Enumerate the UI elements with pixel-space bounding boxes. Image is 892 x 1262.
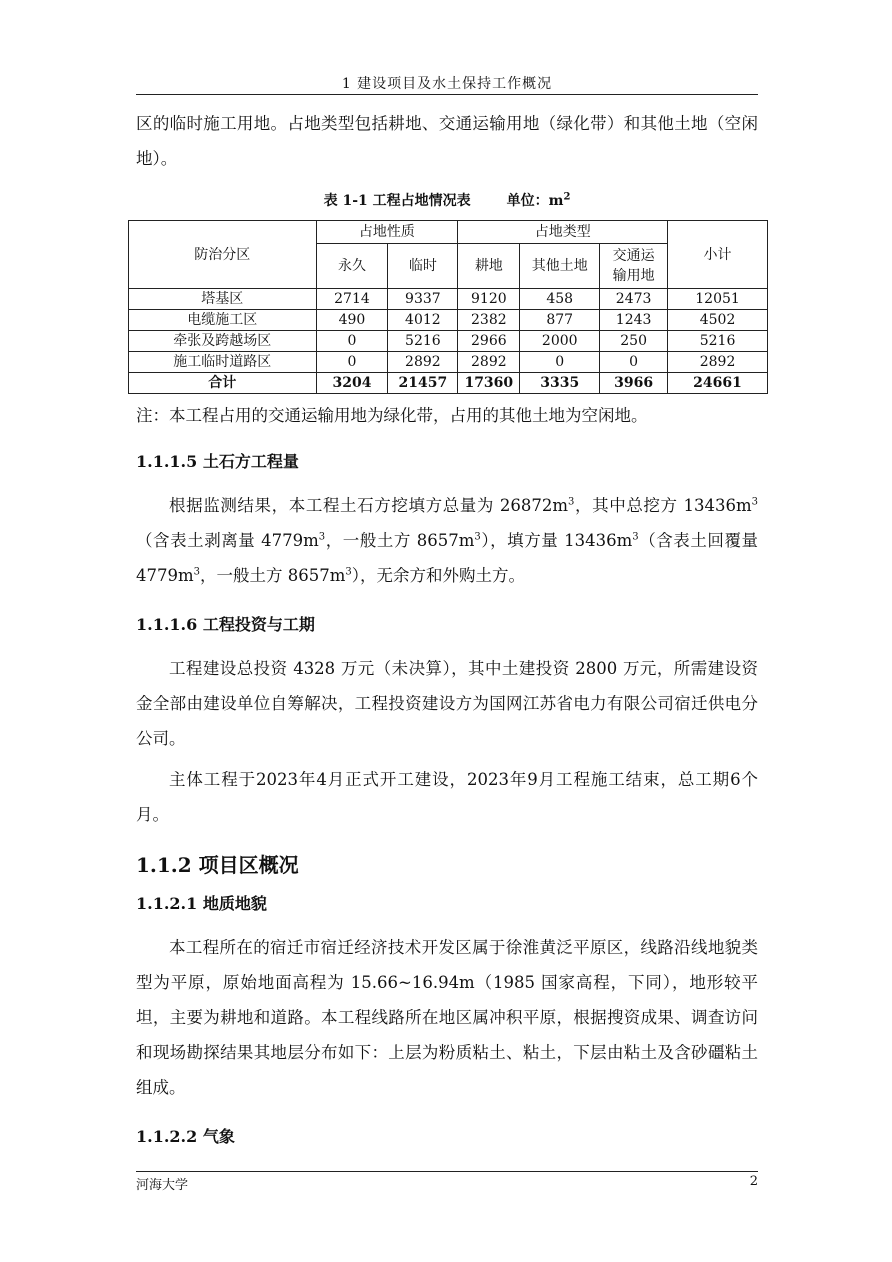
heading-1-1-2: 1.1.2 项目区概况 [136, 853, 299, 877]
table-header-row [129, 221, 768, 244]
cell-zone: 塔基区 [129, 289, 317, 310]
total-subtotal: 24661 [668, 373, 768, 394]
total-zone: 合计 [129, 373, 317, 394]
heading-1-1-1-6: 1.1.1.6 工程投资与工期 [136, 615, 315, 634]
intro-paragraph: 区的临时施工用地。占地类型包括耕地、交通运输用地（绿化带）和其他土地（空闲地）。 [136, 114, 758, 168]
table-row [129, 331, 768, 352]
sup-3: 3 [318, 531, 326, 543]
table-row [129, 310, 768, 331]
cell-zone: 电缆施工区 [129, 310, 317, 331]
table-unit-label: 单位：m [506, 193, 564, 209]
footer-institution: 河海大学 [136, 1178, 189, 1193]
cell-farmland: 9120 [458, 289, 520, 310]
sup-3: 3 [632, 531, 639, 543]
cell-subtotal: 4502 [668, 310, 768, 331]
cell-permanent: 0 [316, 331, 388, 352]
heading-1-1-2-2: 1.1.2.2 气象 [136, 1127, 235, 1146]
header-temporary: 临时 [388, 244, 458, 289]
table-total-row [129, 373, 768, 394]
page-content [136, 106, 758, 1163]
cell-transport: 0 [600, 352, 668, 373]
total-permanent: 3204 [316, 373, 388, 394]
earthwork-text-8: ），无余方和外购土方。 [351, 566, 526, 585]
header-type-group: 占地类型 [458, 221, 668, 244]
total-transport: 3966 [600, 373, 668, 394]
earthwork-text-3: （含表土剥离量 4779m [136, 531, 319, 550]
earthwork-text-1: 根据监测结果，本工程土石方挖填方总量为 26872m [169, 496, 569, 515]
earthwork-text-6: （含表土回覆量 4779m [136, 531, 758, 585]
earthwork-paragraph [136, 488, 758, 593]
cell-temporary: 9337 [388, 289, 458, 310]
footer-rule [136, 1171, 758, 1172]
cell-other: 0 [520, 352, 600, 373]
sup-3: 3 [474, 531, 481, 543]
land-occupation-table [128, 220, 768, 394]
table-unit [507, 193, 571, 209]
earthwork-text-7: ，一般土方 8657m [200, 566, 346, 585]
header-nature-group: 占地性质 [316, 221, 458, 244]
cell-farmland: 2966 [458, 331, 520, 352]
table-note: 注：本工程占用的交通运输用地为绿化带，占用的其他土地为空闲地。 [136, 406, 648, 425]
cell-permanent: 2714 [316, 289, 388, 310]
sup-3: 3 [751, 496, 758, 508]
cell-transport: 1243 [600, 310, 668, 331]
cell-temporary: 5216 [388, 331, 458, 352]
header-farmland: 耕地 [458, 244, 520, 289]
sup-3: 3 [568, 496, 575, 508]
cell-permanent: 0 [316, 352, 388, 373]
cell-other: 458 [520, 289, 600, 310]
cell-subtotal: 2892 [668, 352, 768, 373]
cell-transport: 2473 [600, 289, 668, 310]
running-header: 1 建设项目及水土保持工作概况 [341, 76, 553, 92]
header-subtotal: 小计 [668, 221, 768, 289]
header-rule [136, 94, 758, 95]
schedule-paragraph: 主体工程于2023年4月正式开工建设，2023年9月工程施工结束，总工期6个月。 [136, 770, 758, 824]
table-unit-sup: 2 [563, 191, 571, 203]
sup-3: 3 [193, 566, 201, 578]
table-caption [136, 190, 758, 210]
header-permanent: 永久 [316, 244, 388, 289]
heading-1-1-2-1: 1.1.2.1 地质地貌 [136, 894, 267, 913]
earthwork-text-4: ，一般土方 8657m [325, 531, 475, 550]
page-number: 2 [749, 1174, 758, 1189]
cell-temporary: 2892 [388, 352, 458, 373]
cell-transport: 250 [600, 331, 668, 352]
cell-permanent: 490 [316, 310, 388, 331]
header-transport: 交通运输用地 [600, 244, 668, 289]
cell-temporary: 4012 [388, 310, 458, 331]
cell-zone: 牵张及跨越场区 [129, 331, 317, 352]
cell-farmland: 2892 [458, 352, 520, 373]
table-row [129, 289, 768, 310]
header-zone: 防治分区 [129, 221, 317, 289]
total-temporary: 21457 [388, 373, 458, 394]
cell-subtotal: 5216 [668, 331, 768, 352]
cell-subtotal: 12051 [668, 289, 768, 310]
cell-farmland: 2382 [458, 310, 520, 331]
header-other: 其他土地 [520, 244, 600, 289]
sup-3: 3 [345, 566, 352, 578]
total-other: 3335 [520, 373, 600, 394]
earthwork-text-5: ），填方量 13436m [480, 531, 633, 550]
table-row [129, 352, 768, 373]
total-farmland: 17360 [458, 373, 520, 394]
cell-other: 877 [520, 310, 600, 331]
earthwork-text-2: ，其中总挖方 13436m [574, 496, 752, 515]
heading-1-1-1-5: 1.1.1.5 土石方工程量 [136, 452, 299, 471]
table-caption-title: 表 1-1 工程占地情况表 [323, 193, 471, 209]
cell-zone: 施工临时道路区 [129, 352, 317, 373]
geology-paragraph: 本工程所在的宿迁市宿迁经济技术开发区属于徐淮黄泛平原区，线路沿线地貌类型为平原，原始地面高程为 15.66~16.94m（1985 国家高程，下同），地形较平坦，主要为耕地和道路。本工程线路所在地区属冲积平原，根据搜资成果、调查访问和现场勘探结果其地层分布如下：上层为粉质粘土、粘土，下层由粘土及含砂礓粘土组成。 [136, 938, 758, 1097]
investment-paragraph: 工程建设总投资 4328 万元（未决算），其中土建投资 2800 万元，所需建设资金全部由建设单位自筹解决，工程投资建设方为国网江苏省电力有限公司宿迁供电分公司。 [136, 659, 758, 748]
cell-other: 2000 [520, 331, 600, 352]
